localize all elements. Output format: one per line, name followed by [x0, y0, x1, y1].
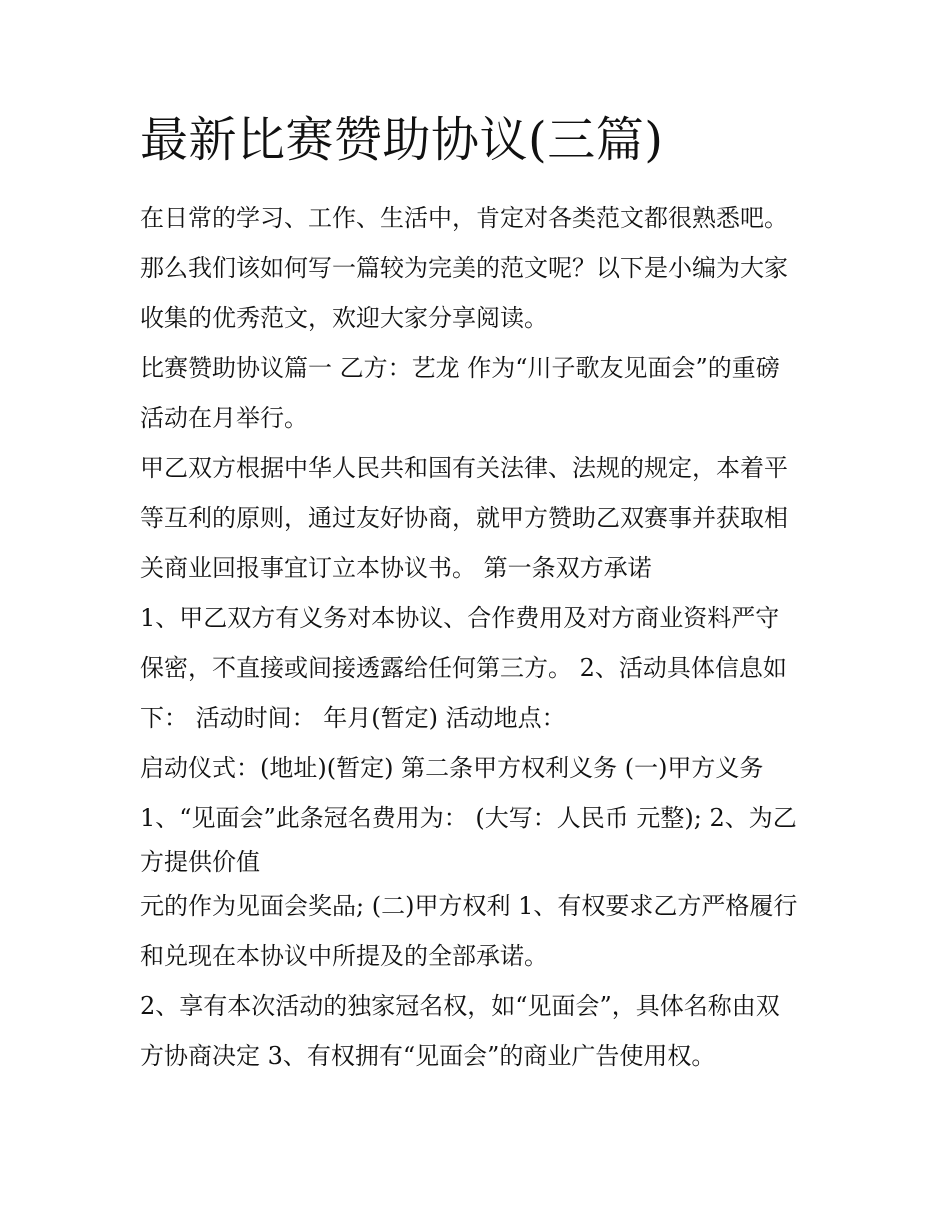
body-line: 方提供价值 — [140, 848, 260, 876]
body-line: 在日常的学习、工作、生活中，肯定对各类范文都很熟悉吧。 — [140, 204, 788, 232]
body-line: 保密，不直接或间接透露给任何第三方。 2、活动具体信息如 — [140, 654, 787, 682]
body-line: 方协商决定 3、有权拥有“见面会”的商业广告使用权。 — [140, 1042, 716, 1070]
body-line: 和兑现在本协议中所提及的全部承诺。 — [140, 942, 548, 970]
body-line: 1、甲乙双方有义务对本协议、合作费用及对方商业资料严守 — [140, 604, 780, 632]
document-title: 最新比赛赞助协议(三篇) — [140, 112, 664, 168]
body-line: 元的作为见面会奖品; (二)甲方权利 1、有权要求乙方严格履行 — [140, 892, 798, 920]
body-line: 甲乙双方根据中华人民共和国有关法律、法规的规定，本着平 — [140, 454, 788, 482]
body-line: 下： 活动时间： 年月(暂定) 活动地点： — [140, 704, 566, 732]
document-body — [140, 200, 820, 1088]
body-line: 那么我们该如何写一篇较为完美的范文呢？以下是小编为大家 — [140, 254, 788, 282]
body-line: 等互利的原则，通过友好协商，就甲方赞助乙双赛事并获取相 — [140, 504, 788, 532]
body-line: 关商业回报事宜订立本协议书。 第一条双方承诺 — [140, 554, 652, 582]
body-line: 1、“见面会”此条冠名费用为： (大写：人民币 元整); 2、为乙 — [140, 804, 797, 832]
body-line: 活动在月举行。 — [140, 404, 308, 432]
body-line: 比赛赞助协议篇一 乙方：艺龙 作为“川子歌友见面会”的重磅 — [140, 354, 780, 382]
body-line: 收集的优秀范文，欢迎大家分享阅读。 — [140, 304, 548, 332]
body-line: 2、享有本次活动的独家冠名权，如“见面会”，具体名称由双 — [140, 992, 780, 1020]
body-line: 启动仪式：(地址)(暂定) 第二条甲方权利义务 (一)甲方义务 — [140, 754, 764, 782]
